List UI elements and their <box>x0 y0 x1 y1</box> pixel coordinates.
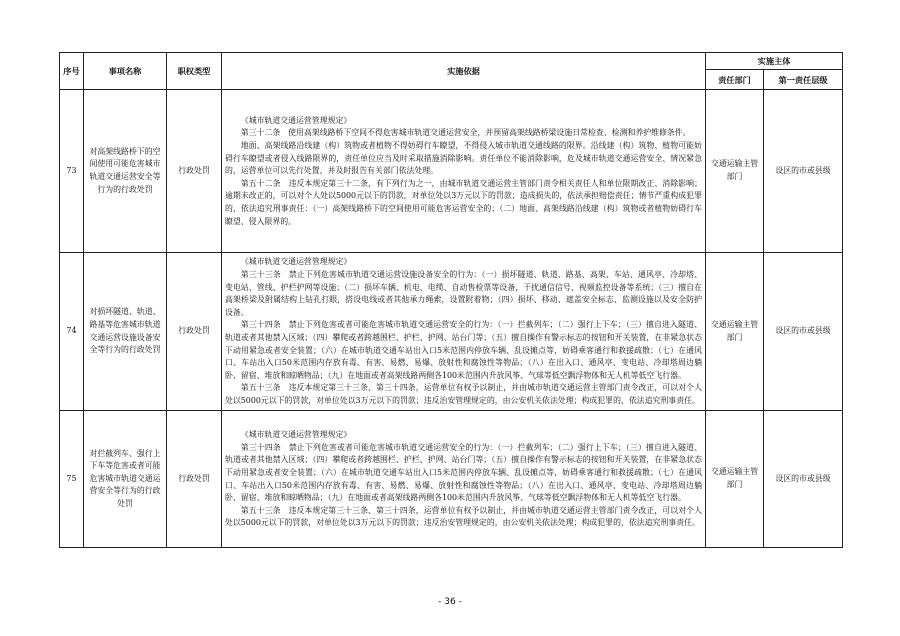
basis-paragraph: 第五十二条 违反本规定第三十二条，有下列行为之一，由城市轨道交通运营主管部门责令相关责任人和单位限期改正、消除影响；逾期未改正的，可以对个人处以5000元以下的罚款，对单位处以3万元以下的罚款；造成损失的，依法承担赔偿责任；情节严重构成犯罪的，依法追究刑事责任：（一）高架线路桥下的空间使用可能危害运营安全的；（二）地面、高架线路沿线建（构）筑物或者植物妨碍行车瞭望、侵入限界的。 <box>225 178 702 226</box>
row-number: 73 <box>60 90 84 253</box>
basis-paragraph: 第五十三条 违反本规定第三十三条、第三十四条，运营单位有权予以制止，并由城市轨道交通运营主管部门责令改正，可以对个人处以5000元以下的罚款，对单位处以3万元以下的罚款；违反治安管理规定的，由公安机关依法处理；构成犯罪的，依法追究刑事责任。 <box>225 383 702 405</box>
item-name-cell: 对高架线路桥下的空间使用可能危害城市轨道交通运营安全等行为的行政处罚 <box>84 90 167 253</box>
item-name-cell: 对损坏隧道、轨道、路基等危害城市轨道交通运营设施设备安全等行为的行政处罚 <box>84 253 167 411</box>
responsible-dept-cell: 交通运输主管部门 <box>706 411 764 548</box>
item-name-cell: 对拦截列车、强行上下车等危害或者可能危害城市轨道交通运营安全等行为的行政处罚 <box>84 411 167 548</box>
basis-paragraph: 第三十四条 禁止下列危害或者可能危害城市轨道交通运营安全的行为：（一）拦截列车；（二）强行上下车；（三）擅自进入隧道、轨道或者其他禁入区域；（四）攀爬或者跨越围栏、护栏、护网、站台门等；（五）擅自操作有警示标志的按钮和开关装置，在非紧急状态下动用紧急或者安全装置；（六）在城市轨道交通车站出入口5米范围内停放车辆、乱设摊点等，妨碍乘客通行和救援疏散；（七）在通风口、车站出入口50米范围内存放有毒、有害、易燃、易爆、放射性和腐蚀性等物品；（八）在出入口、通风亭、变电站、冷却塔周边躺卧、留宿、堆放和晾晒物品；（九）在地面或者高架线路两侧各100米范围内升放风筝、气球等低空飘浮物体和无人机等低空飞行器。 <box>225 442 702 503</box>
basis-paragraph: 地面、高架线路沿线建（构）筑物或者植物不得妨碍行车瞭望，不得侵入城市轨道交通线路的限界。沿线建（构）筑物、植物可能妨碍行车瞭望或者侵入线路限界的，责任单位应当及时采取措施消除影响。责任单位不能消除影响，危及城市轨道交通运营安全、情况紧急的，运营单位可以先行处置，并及时报告有关部门依法处理。 <box>225 141 702 176</box>
table-row <box>60 90 843 253</box>
header-seq: 序号 <box>60 53 84 90</box>
header-basis: 实施依据 <box>222 53 706 90</box>
responsibility-level-cell: 设区的市或县级 <box>764 90 843 253</box>
basis-paragraph: 第三十三条 禁止下列危害城市轨道交通运营设施设备安全的行为：（一）损坏隧道、轨道、路基、高架、车站、通风亭、冷却塔、变电站、管线、护栏护网等设施；（二）损坏车辆、机电、电缆、自动售检票等设备，干扰通信信号、视频监控设备等系统；（三）擅自在高架桥梁及附属结构上钻孔打眼，搭设电线或者其他承力绳索，设置附着物；（四）损坏、移动、遮盖安全标志、监测设施以及安全防护设备。 <box>225 270 702 317</box>
header-subject: 实施主体 <box>706 53 843 70</box>
header-power-type: 职权类型 <box>167 53 222 90</box>
basis-paragraph: 第五十三条 违反本规定第三十三条、第三十四条，运营单位有权予以制止，并由城市轨道交通运营主管部门责令改正，可以对个人处以5000元以下的罚款，对单位处以3万元以下的罚款；违反治安管理规定的，由公安机关依法处理；构成犯罪的，依法追究刑事责任。 <box>225 505 702 528</box>
basis-paragraph: 第三十四条 禁止下列危害或者可能危害城市轨道交通运营安全的行为：（一）拦截列车；（二）强行上下车；（三）擅自进入隧道、轨道或者其他禁入区域；（四）攀爬或者跨越围栏、护栏、护网、站台门等；（五）擅自操作有警示标志的按钮和开关装置，在非紧急状态下动用紧急或者安全装置；（六）在城市轨道交通车站出入口5米范围内停放车辆、乱设摊点等，妨碍乘客通行和救援疏散；（七）在通风口、车站出入口50米范围内存放有毒、有害、易燃、易爆、放射性和腐蚀性等物品；（八）在出入口、通风亭、变电站、冷却塔周边躺卧、留宿、堆放和晾晒物品；（九）在地面或者高架线路两侧各100米范围内升放风筝、气球等低空飘浮物体和无人机等低空飞行器。 <box>225 320 702 380</box>
power-type-cell: 行政处罚 <box>167 411 222 548</box>
page-number: - 36 - <box>438 597 462 607</box>
table-row <box>60 253 843 411</box>
responsibility-level-cell: 设区的市或县级 <box>764 253 843 411</box>
row-number: 75 <box>60 411 84 548</box>
responsible-dept-cell: 交通运输主管部门 <box>706 253 764 411</box>
basis-paragraph: 第三十二条 使用高架线路桥下空间不得危害城市轨道交通运营安全，并预留高架线路桥梁设施日常检查、检测和养护维修条件。 <box>240 128 691 138</box>
basis-paragraph: 《城市轨道交通运营管理规定》 <box>240 115 352 125</box>
responsible-dept-cell: 交通运输主管部门 <box>706 90 764 253</box>
row-number: 74 <box>60 253 84 411</box>
table-row <box>60 411 843 548</box>
basis-paragraph: 《城市轨道交通运营管理规定》 <box>240 257 352 267</box>
basis-cell <box>222 411 706 548</box>
basis-paragraph: 《城市轨道交通运营管理规定》 <box>240 430 352 440</box>
enforcement-table <box>59 52 843 548</box>
power-type-cell: 行政处罚 <box>167 90 222 253</box>
header-dept: 责任部门 <box>706 70 764 90</box>
header-item-name: 事项名称 <box>84 53 167 90</box>
basis-cell <box>222 253 706 411</box>
basis-cell <box>222 90 706 253</box>
header-level: 第一责任层级 <box>764 70 843 90</box>
responsibility-level-cell: 设区的市或县级 <box>764 411 843 548</box>
power-type-cell: 行政处罚 <box>167 253 222 411</box>
